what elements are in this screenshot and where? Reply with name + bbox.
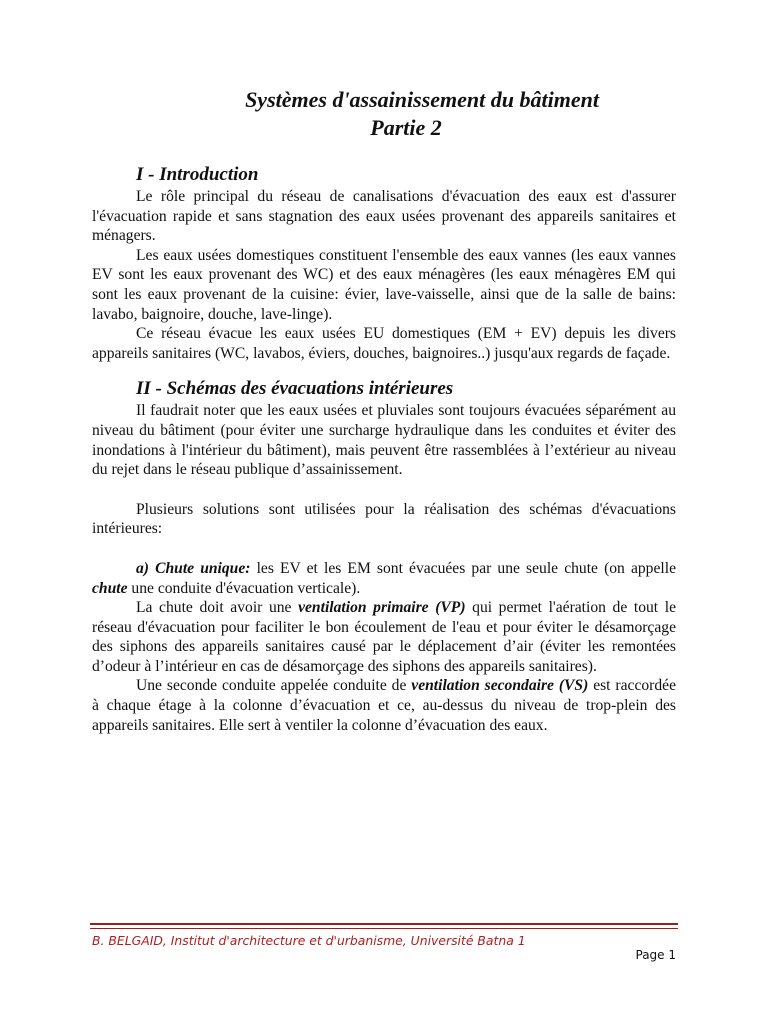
footer-author: B. BELGAID, Institut d'architecture et d'urbanisme, Université Batna 1 <box>92 933 526 948</box>
document-title <box>0 86 768 142</box>
title-line-2: Partie 2 <box>370 115 442 140</box>
paragraph: Il faudrait noter que les eaux usées et pluviales sont toujours évacuées séparément au niveau du bâtiment (pour éviter une surcharge hydraulique dans les conduites et éviter des inondations à l'intérieur du bâtiment), mais peuvent être rassemblées à l’extérieur au niveau du rejet dans le réseau publique d’assainissement. <box>92 402 676 479</box>
title-line-1: Systèmes d'assainissement du bâtiment <box>245 87 599 112</box>
paragraph: Le rôle principal du réseau de canalisations d'évacuation des eaux est d'assurer l'évacuation rapide et sans stagnation des eaux usées provenant des appareils sanitaires et ménagers. <box>92 188 676 245</box>
term-ventilation-secondaire: ventilation secondaire (VS) <box>411 677 589 695</box>
paragraph-ventilation-primaire <box>92 598 676 676</box>
footer-rule <box>90 928 678 929</box>
term-ventilation-primaire: ventilation primaire (VP) <box>298 599 466 617</box>
term-chute: chute <box>92 579 128 597</box>
document-body <box>92 163 676 735</box>
paragraph-text: est raccordée à chaque étage à la colonne d’évacuation et ce, au-dessus du niveau de trop-plein des appareils sanitaires. Elle sert à ventiler la colonne d’évacuation des eaux. <box>92 677 676 734</box>
paragraph: Ce réseau évacue les eaux usées EU domestiques (EM + EV) depuis les divers appareils sanitaires (WC, lavabos, éviers, douches, baignoires..) jusqu'aux regards de façade. <box>92 325 676 362</box>
paragraph-text: La chute doit avoir une <box>136 599 299 617</box>
paragraph-text: les EV et les EM sont évacuées par une seule chute (on appelle <box>250 559 676 577</box>
paragraph: Les eaux usées domestiques constituent l'ensemble des eaux vannes (les eaux vannes EV sont les eaux provenant des WC) et des eaux ménagères (les eaux ménagères EM qui sont les eaux provenant de la cuisine: évier, lave-vaisselle, ainsi que de la salle de bains: lavabo, baignoire, douche, lave-linge). <box>92 246 676 323</box>
section-heading-introduction: I - Introduction <box>136 164 259 185</box>
paragraph-chute-unique <box>92 559 676 598</box>
footer-rule <box>90 923 678 925</box>
paragraph-text: Une seconde conduite appelée conduite de <box>136 677 412 695</box>
paragraph-ventilation-secondaire <box>92 676 676 735</box>
page-number: Page 1 <box>635 948 676 962</box>
paragraph: Plusieurs solutions sont utilisées pour la réalisation des schémas d'évacuations intérieures: <box>92 500 676 538</box>
section-heading-schemas: II - Schémas des évacuations intérieures <box>136 378 454 400</box>
paragraph-text: une conduite d'évacuation verticale). <box>127 579 361 597</box>
term-chute-unique: a) Chute unique: <box>136 559 251 577</box>
paragraph-text: qui permet l'aération de tout le réseau d'évacuation pour faciliter le bon écoulement de l'eau et pour éviter le désamorçage des siphons des appareils sanitaires causé par le déplacement d’air (éviter les remontées d’odeur à l’intérieur en cas de désamorçage des siphons des appareils sanitaires). <box>92 599 677 675</box>
